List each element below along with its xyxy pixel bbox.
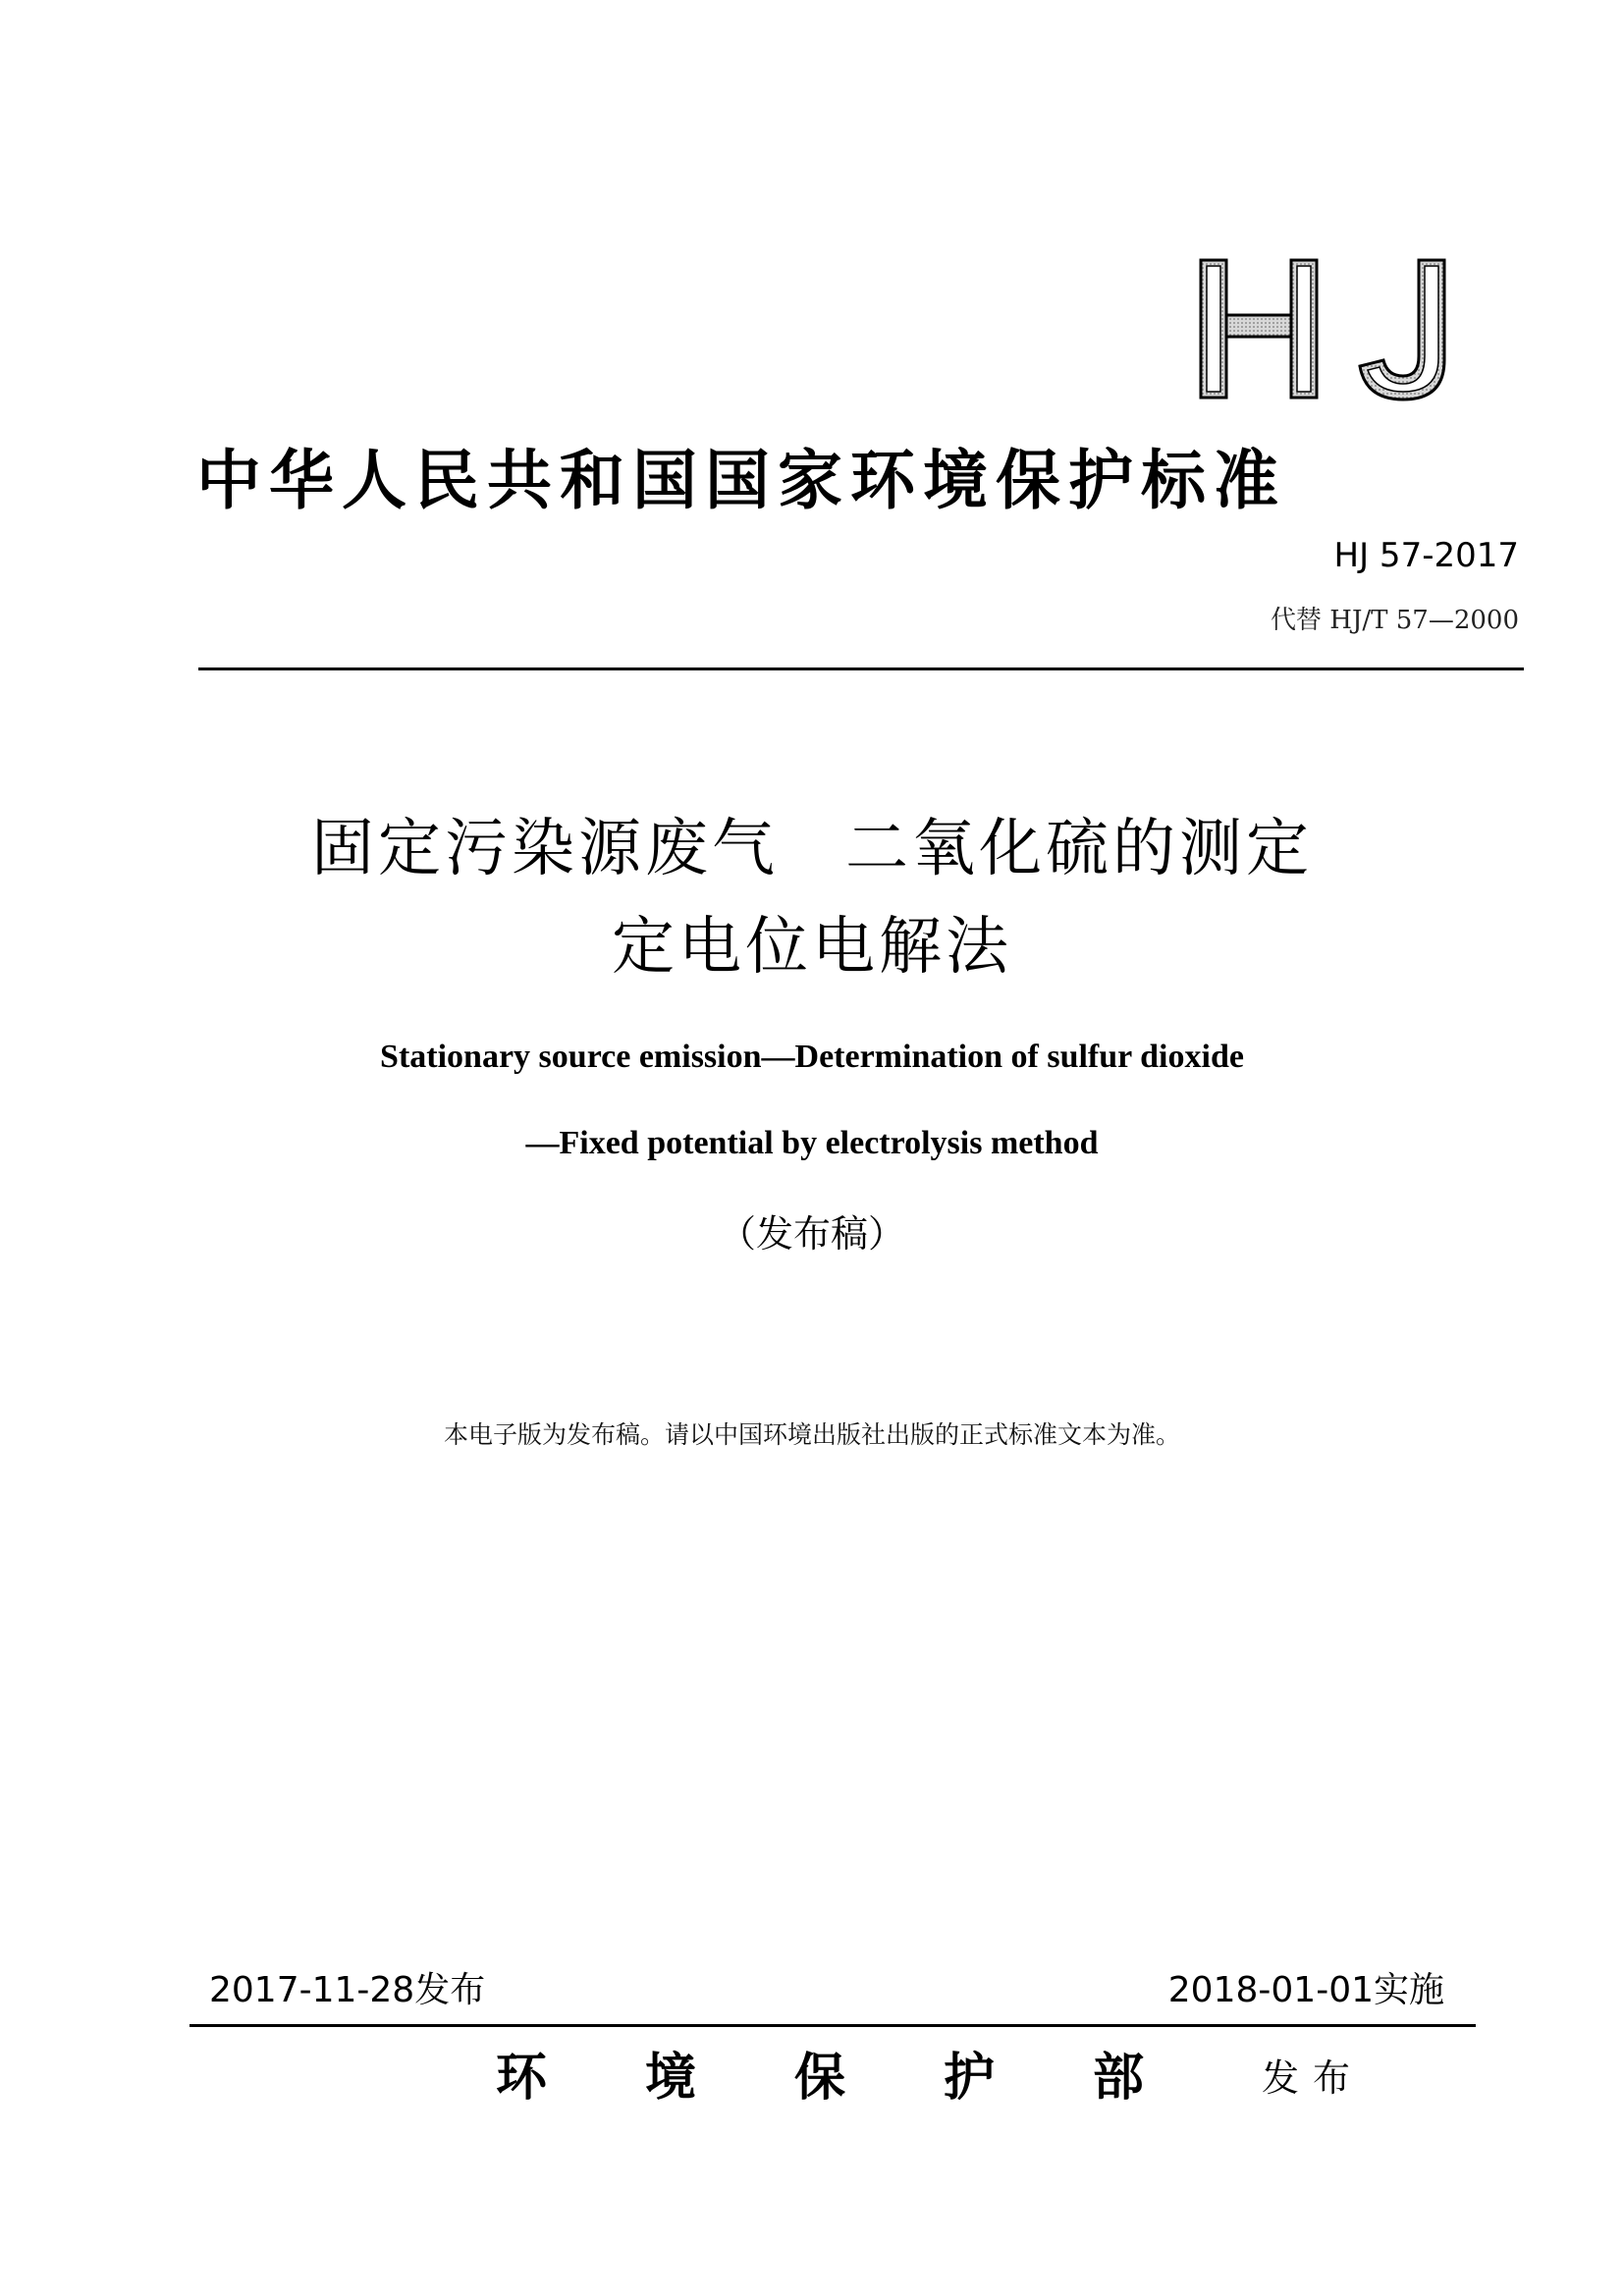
header-divider (198, 667, 1524, 670)
english-title-line-1: Stationary source emission—Determination of sulfur dioxide (380, 1039, 1244, 1075)
hj-logo (1193, 250, 1488, 407)
chinese-title-line-1: 固定污染源废气 二氧化硫的测定 (311, 813, 1313, 885)
draft-label: （发布稿） (718, 1212, 905, 1255)
issue-word: 发布 (1262, 2056, 1365, 2100)
effective-date: 2018-01-01实施 (1167, 1970, 1444, 2010)
standard-number: HJ 57-2017 (1333, 536, 1519, 575)
hj-logo-graphic (1193, 250, 1488, 407)
issuing-authority: 环境保护部 (496, 2049, 1243, 2108)
replaces-standard: 代替 HJ/T 57—2000 (1271, 606, 1519, 635)
electronic-version-notice: 本电子版为发布稿。请以中国环境出版社出版的正式标准文本为准。 (443, 1420, 1180, 1449)
national-standard-title: 中华人民共和国国家环境保护标准 (196, 443, 1286, 518)
english-title-line-2: —Fixed potential by electrolysis method (525, 1125, 1099, 1161)
release-date: 2017-11-28发布 (209, 1970, 486, 2010)
footer-divider (189, 2024, 1476, 2027)
chinese-title-line-2: 定电位电解法 (612, 911, 1012, 984)
